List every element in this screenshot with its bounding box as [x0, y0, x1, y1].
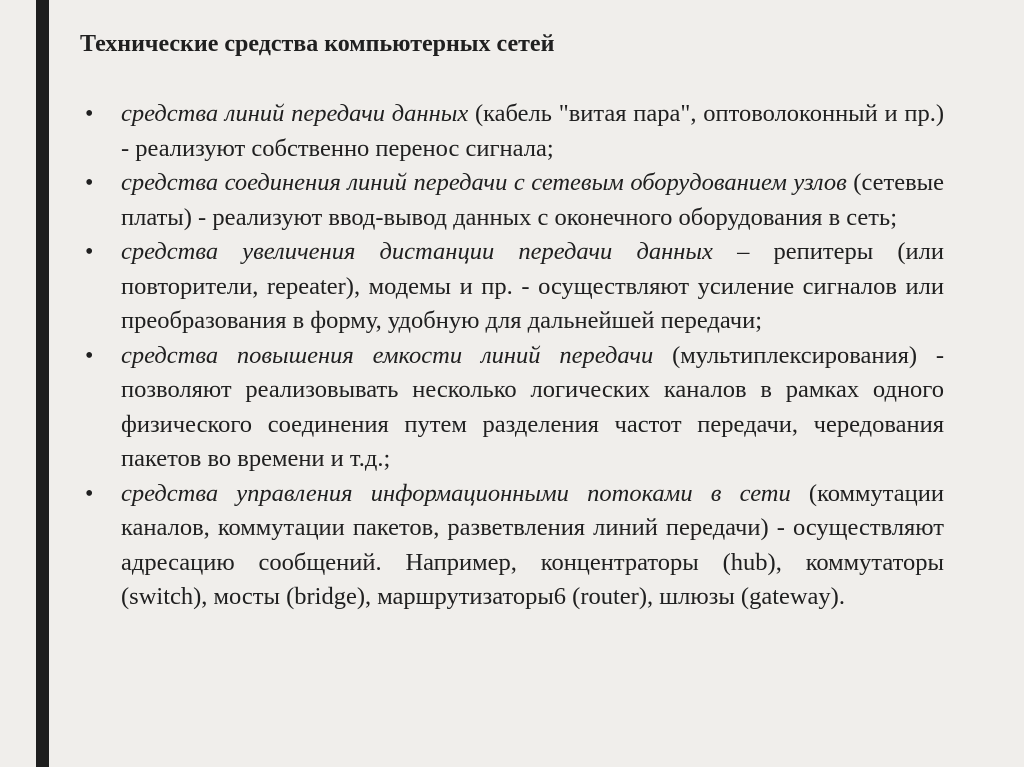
slide-side-bar	[36, 0, 49, 767]
bullet-icon: •	[85, 170, 94, 196]
bullet-description: – репитеры (или повторители, repeater), модемы и пр. - осуществляют усиление сигналов или преобразования в форму, удобную для дальнейшей передачи;	[121, 238, 944, 334]
bullet-item-distance-extension	[80, 235, 944, 339]
bullet-icon: •	[85, 342, 94, 369]
bullet-icon: •	[85, 239, 94, 265]
slide-title: Технические средства компьютерных сетей	[80, 31, 555, 57]
slide-content	[80, 28, 944, 615]
bullet-list	[80, 97, 944, 615]
bullet-term: средства соединения линий передачи с сетевым оборудованием узлов	[121, 169, 847, 196]
bullet-description: (сетевые платы) - реализуют ввод-вывод данных с оконечного оборудования в сеть;	[121, 169, 944, 231]
bullet-item-capacity-increase	[80, 339, 944, 477]
bullet-item-transmission-lines	[80, 97, 944, 166]
bullet-description: (кабель "витая пара", оптоволоконный и пр.) - реализуют собственно перенос сигнала;	[121, 100, 944, 162]
bullet-term: средства увеличения дистанции передачи данных	[121, 238, 713, 265]
bullet-icon: •	[85, 101, 94, 127]
bullet-term: средства управления информационными потоками в сети	[121, 479, 791, 507]
bullet-item-line-connection	[80, 166, 944, 235]
bullet-item-flow-control	[80, 477, 944, 615]
bullet-term: средства повышения емкости линий передачи	[121, 341, 654, 369]
bullet-description: (мультиплексирования) - позволяют реализовывать несколько логических каналов в рамках одного физического соединения путем разделения частот передачи, чередования пакетов во времени и т.д.;	[121, 341, 944, 472]
bullet-description: (коммутации каналов, коммутации пакетов, разветвления линий передачи) - осуществляют адресацию сообщений. Например, концентраторы (hub), коммутаторы (switch), мосты (bridge), маршрутизаторы6 (router), шлюзы (gateway).	[121, 479, 945, 610]
bullet-icon: •	[85, 480, 94, 507]
bullet-term: средства линий передачи данных	[121, 100, 469, 127]
